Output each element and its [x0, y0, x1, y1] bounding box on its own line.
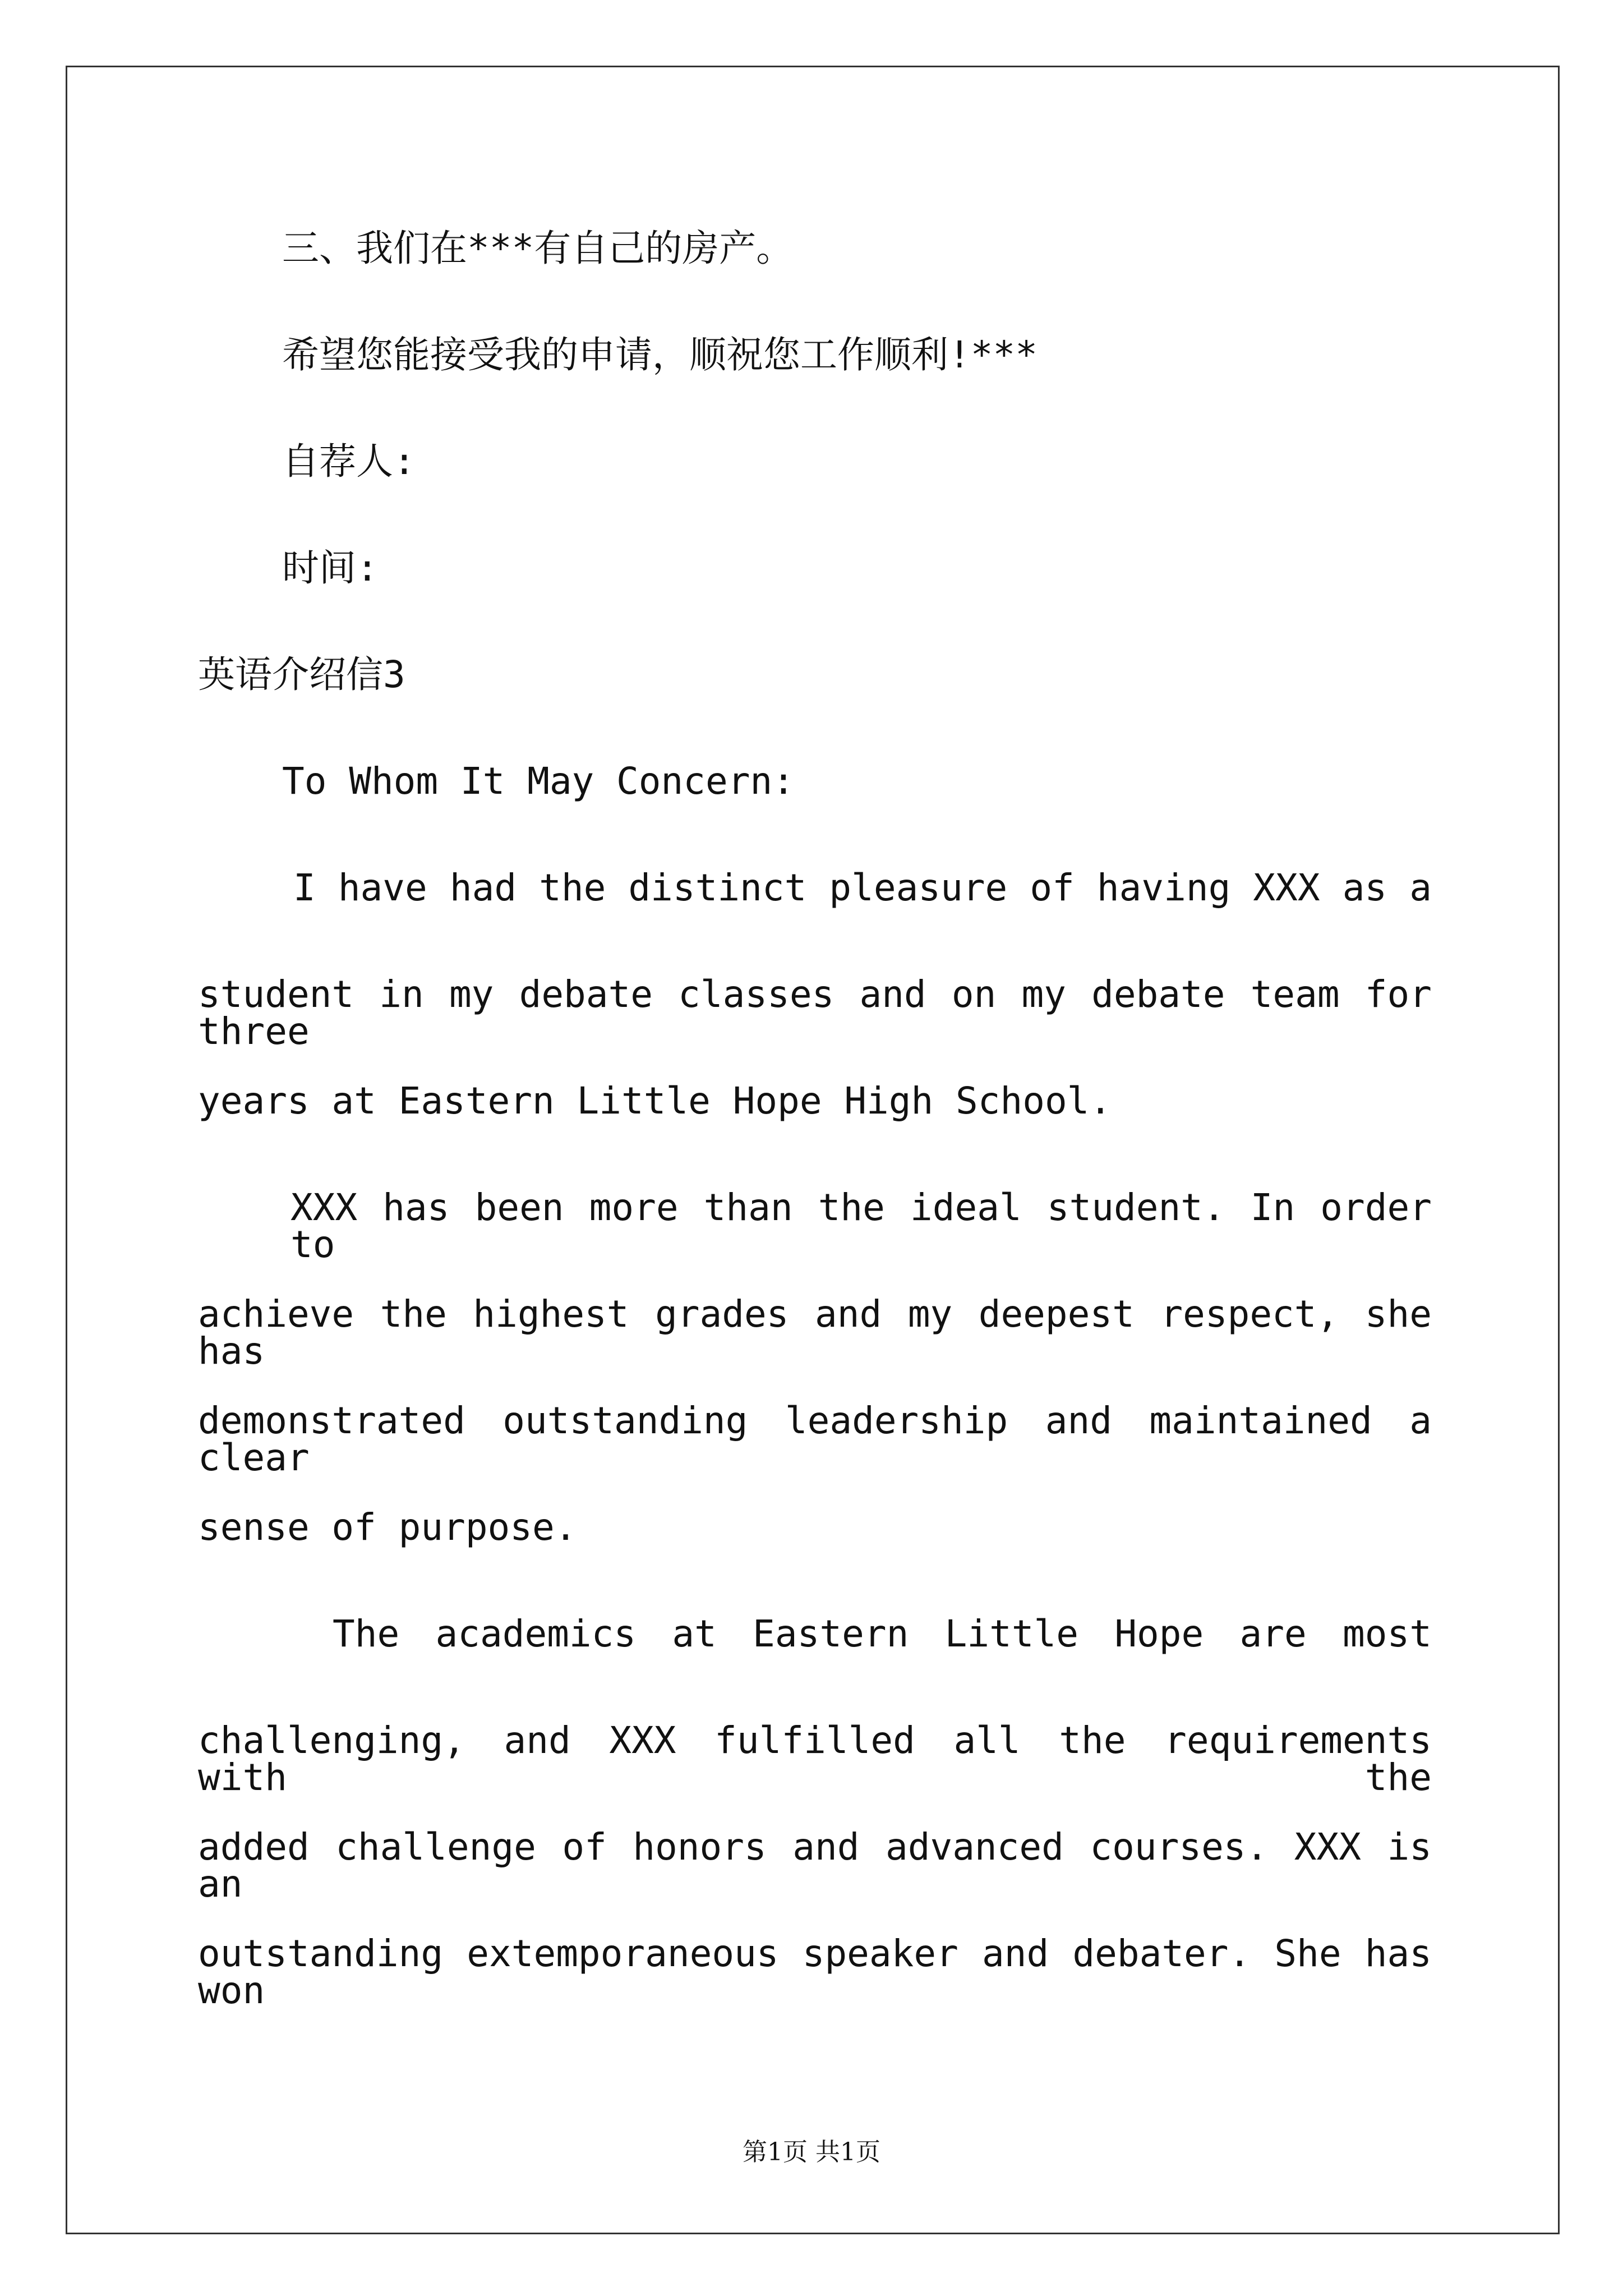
body-line: outstanding extemporaneous speaker and debater. She has won	[198, 1932, 1432, 2012]
body-line: achieve the highest grades and my deepest respect, she has	[198, 1292, 1432, 1373]
cn-line-recommender: 自荐人:	[282, 440, 416, 483]
page-number-footer: 第1页 共1页	[743, 2138, 880, 2166]
body-line: added challenge of honors and advanced courses. XXX is an	[198, 1825, 1432, 1906]
body-line: demonstrated outstanding leadership and maintained a clear	[198, 1399, 1432, 1479]
body-line: challenging, and XXX fulfilled all the requirements with the	[198, 1719, 1432, 1799]
body-line: The academics at Eastern Little Hope are most	[333, 1612, 1432, 1655]
section-heading: 英语介绍信3	[198, 653, 405, 696]
body-line: years at Eastern Little Hope High School.	[198, 1079, 1112, 1122]
body-line: XXX has been more than the ideal student. In order to	[291, 1186, 1432, 1266]
page-border	[66, 66, 1560, 2234]
body-line: student in my debate classes and on my debate team for three	[198, 973, 1432, 1053]
salutation: To Whom It May Concern:	[282, 760, 795, 803]
cn-line-date: 时间:	[282, 546, 379, 590]
cn-line-property: 三、我们在***有自己的房产。	[282, 227, 794, 270]
body-line: I have had the distinct pleasure of having XXX as a	[293, 866, 1432, 909]
body-line: sense of purpose.	[198, 1506, 577, 1549]
cn-line-wish: 希望您能接受我的申请，顺祝您工作顺利!***	[282, 333, 1038, 376]
